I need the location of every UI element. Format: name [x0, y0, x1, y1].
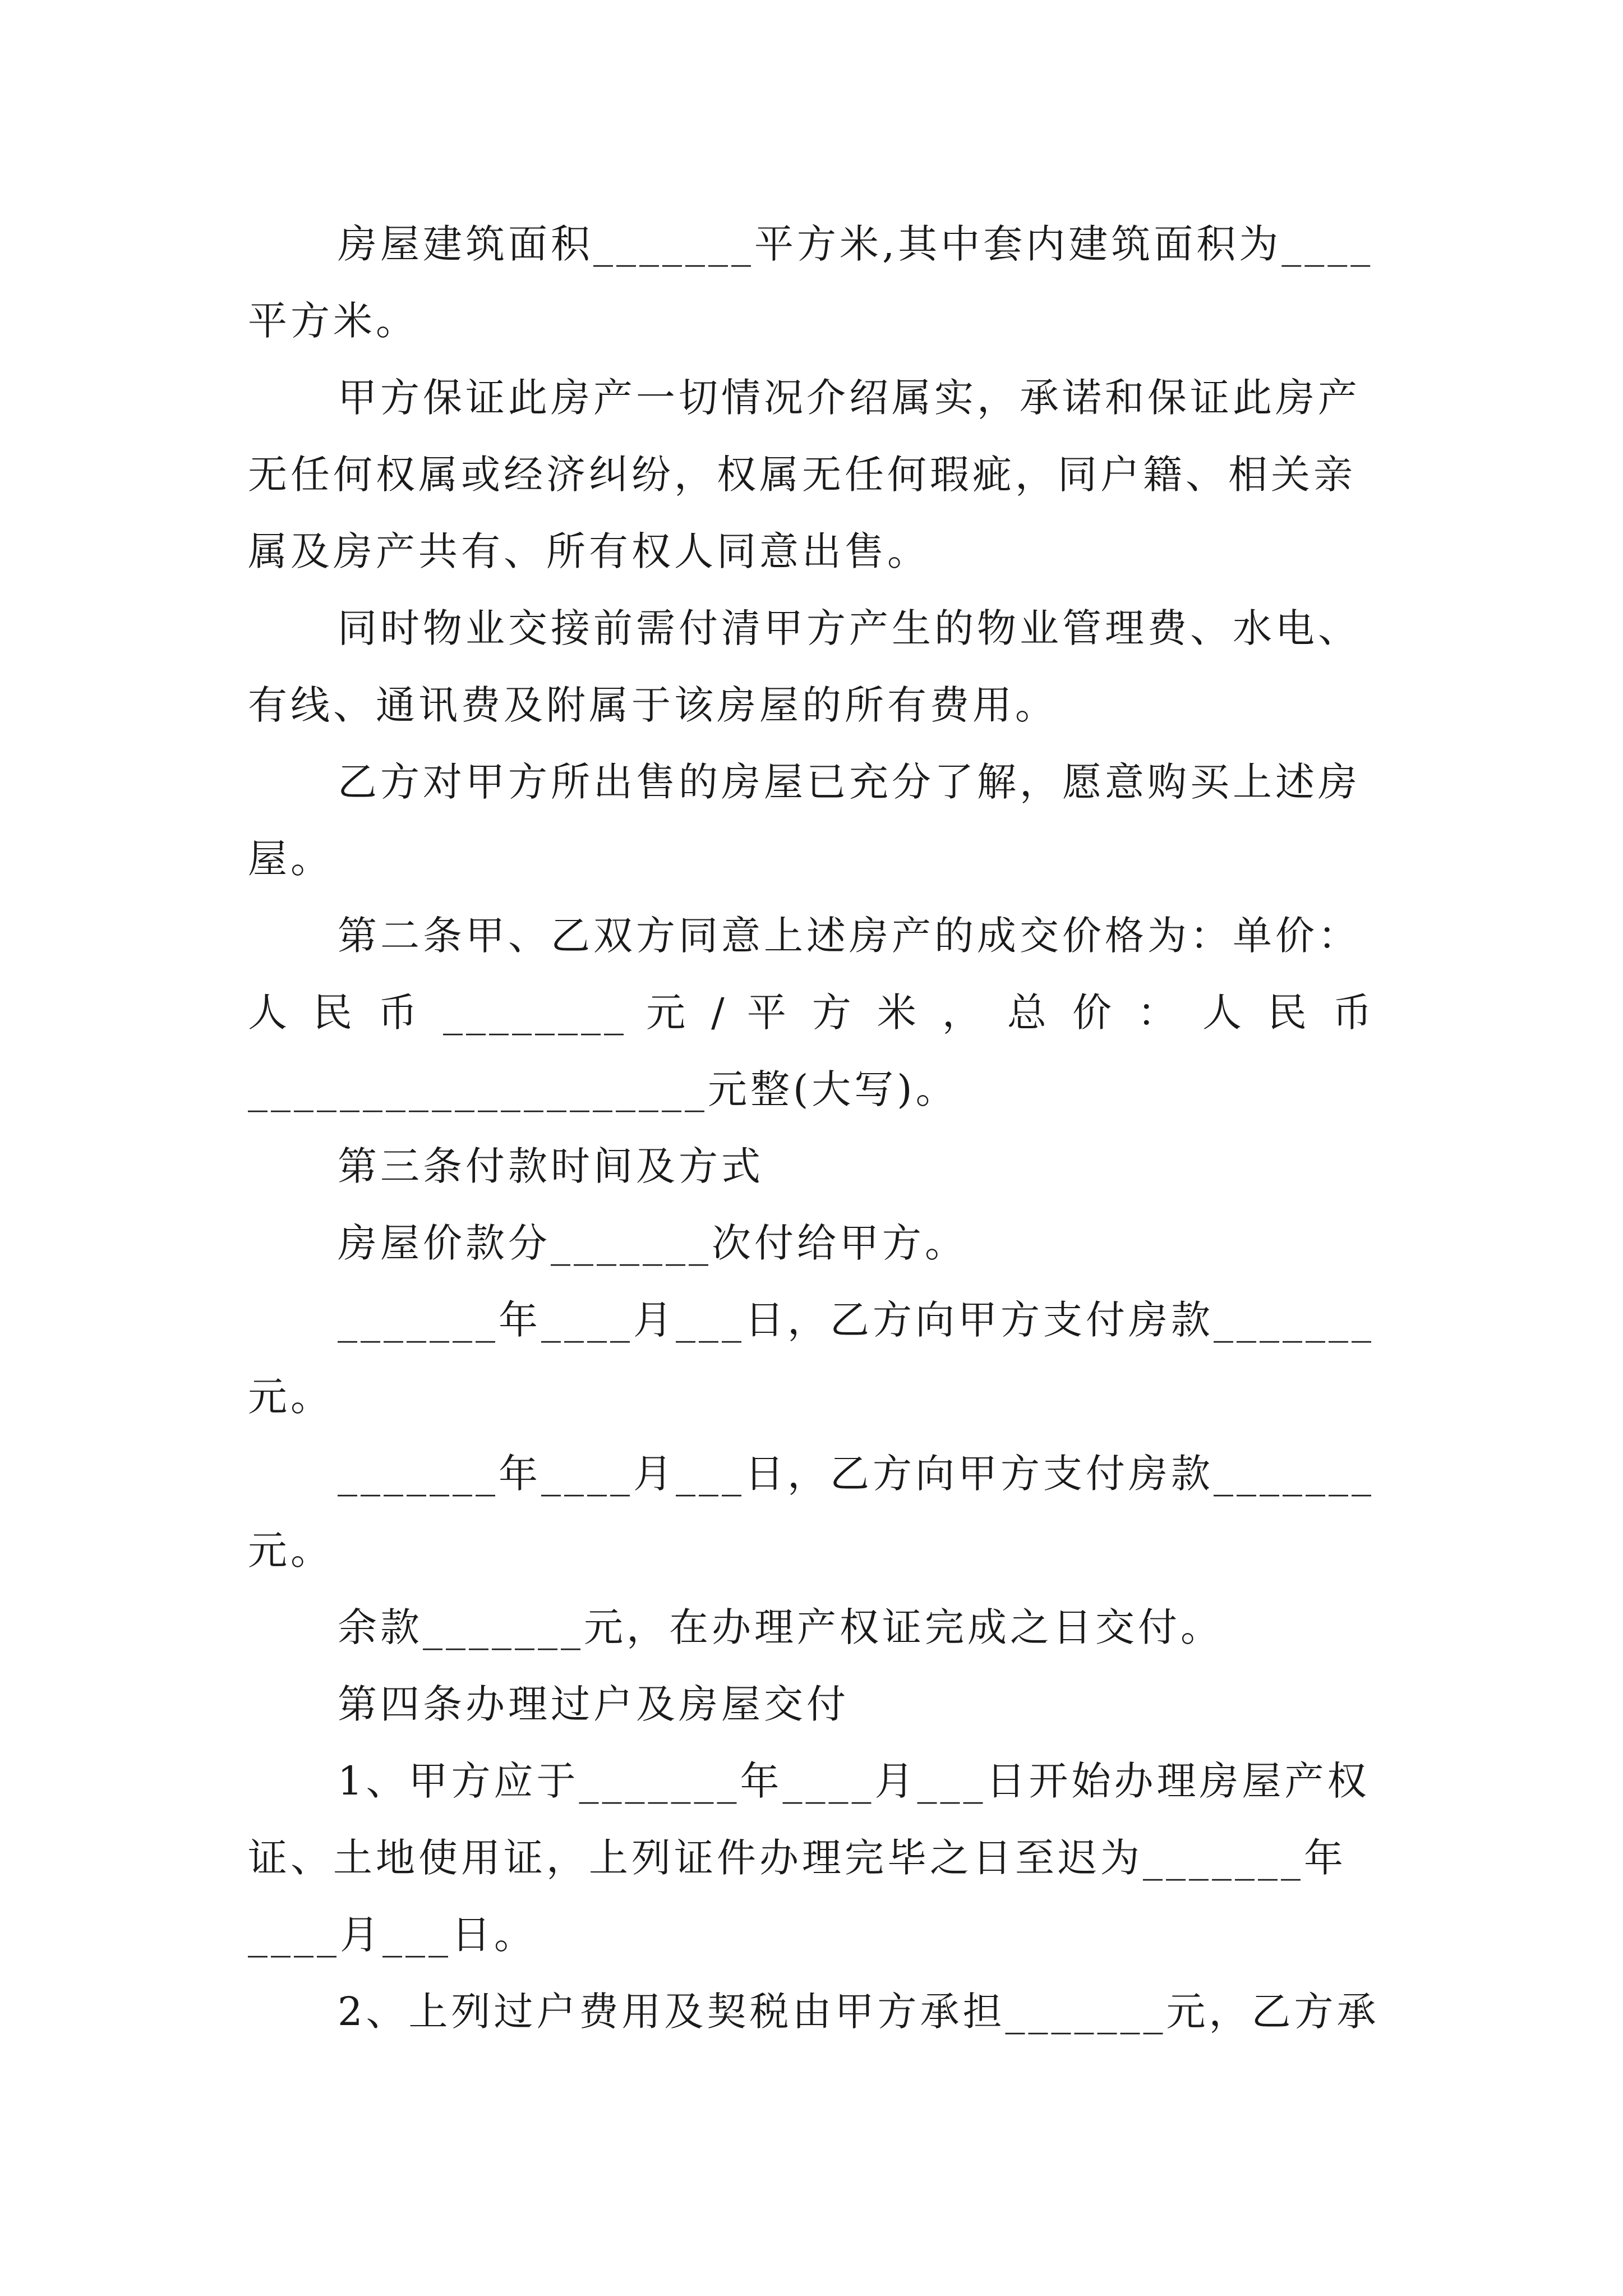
text-line: 房屋价款分_______次付给甲方。 [338, 1220, 967, 1266]
text-line: 屋。 [248, 836, 333, 882]
text-line: 人 民 币 ________ 元 / 平 方 米 ， 总 价 ： 人 民 币 [248, 990, 1375, 1036]
text-line: 同时物业交接前需付清甲方产生的物业管理费、水电、 [338, 605, 1361, 651]
text-line: _______年____月___日，乙方向甲方支付房款_______ [338, 1297, 1375, 1343]
text-line: 余款_______元，在办理产权证完成之日交付。 [338, 1604, 1223, 1650]
text-line: 属及房产共有、所有权人同意出售。 [248, 528, 930, 574]
text-line: 乙方对甲方所出售的房屋已充分了解，愿意购买上述房 [338, 759, 1361, 805]
text-line: 元。 [248, 1374, 333, 1420]
text-line: 第二条甲、乙双方同意上述房产的成交价格为：单价： [338, 913, 1361, 959]
text-line: 房屋建筑面积_______平方米,其中套内建筑面积为____ [338, 221, 1374, 267]
text-line: 甲方保证此房产一切情况介绍属实，承诺和保证此房产 [338, 375, 1361, 421]
text-line: ____________________元整(大写)。 [248, 1066, 958, 1112]
text-line: 平方米。 [248, 298, 418, 344]
text-line: _______年____月___日，乙方向甲方支付房款_______ [338, 1451, 1375, 1497]
text-line: 第四条办理过户及房屋交付 [338, 1681, 849, 1727]
text-line: 证、土地使用证，上列证件办理完毕之日至迟为_______年 [248, 1835, 1347, 1881]
text-line: ____月___日。 [248, 1912, 537, 1958]
text-line: 2、上列过户费用及契税由甲方承担_______元，乙方承 [338, 1989, 1380, 2035]
text-line: 元。 [248, 1527, 333, 1573]
text-line: 第三条付款时间及方式 [338, 1143, 764, 1189]
text-line: 无任何权属或经济纠纷，权属无任何瑕疵，同户籍、相关亲 [248, 452, 1356, 498]
text-line: 有线、通讯费及附属于该房屋的所有费用。 [248, 682, 1058, 728]
text-line: 1、甲方应于_______年____月___日开始办理房屋产权 [338, 1758, 1370, 1804]
